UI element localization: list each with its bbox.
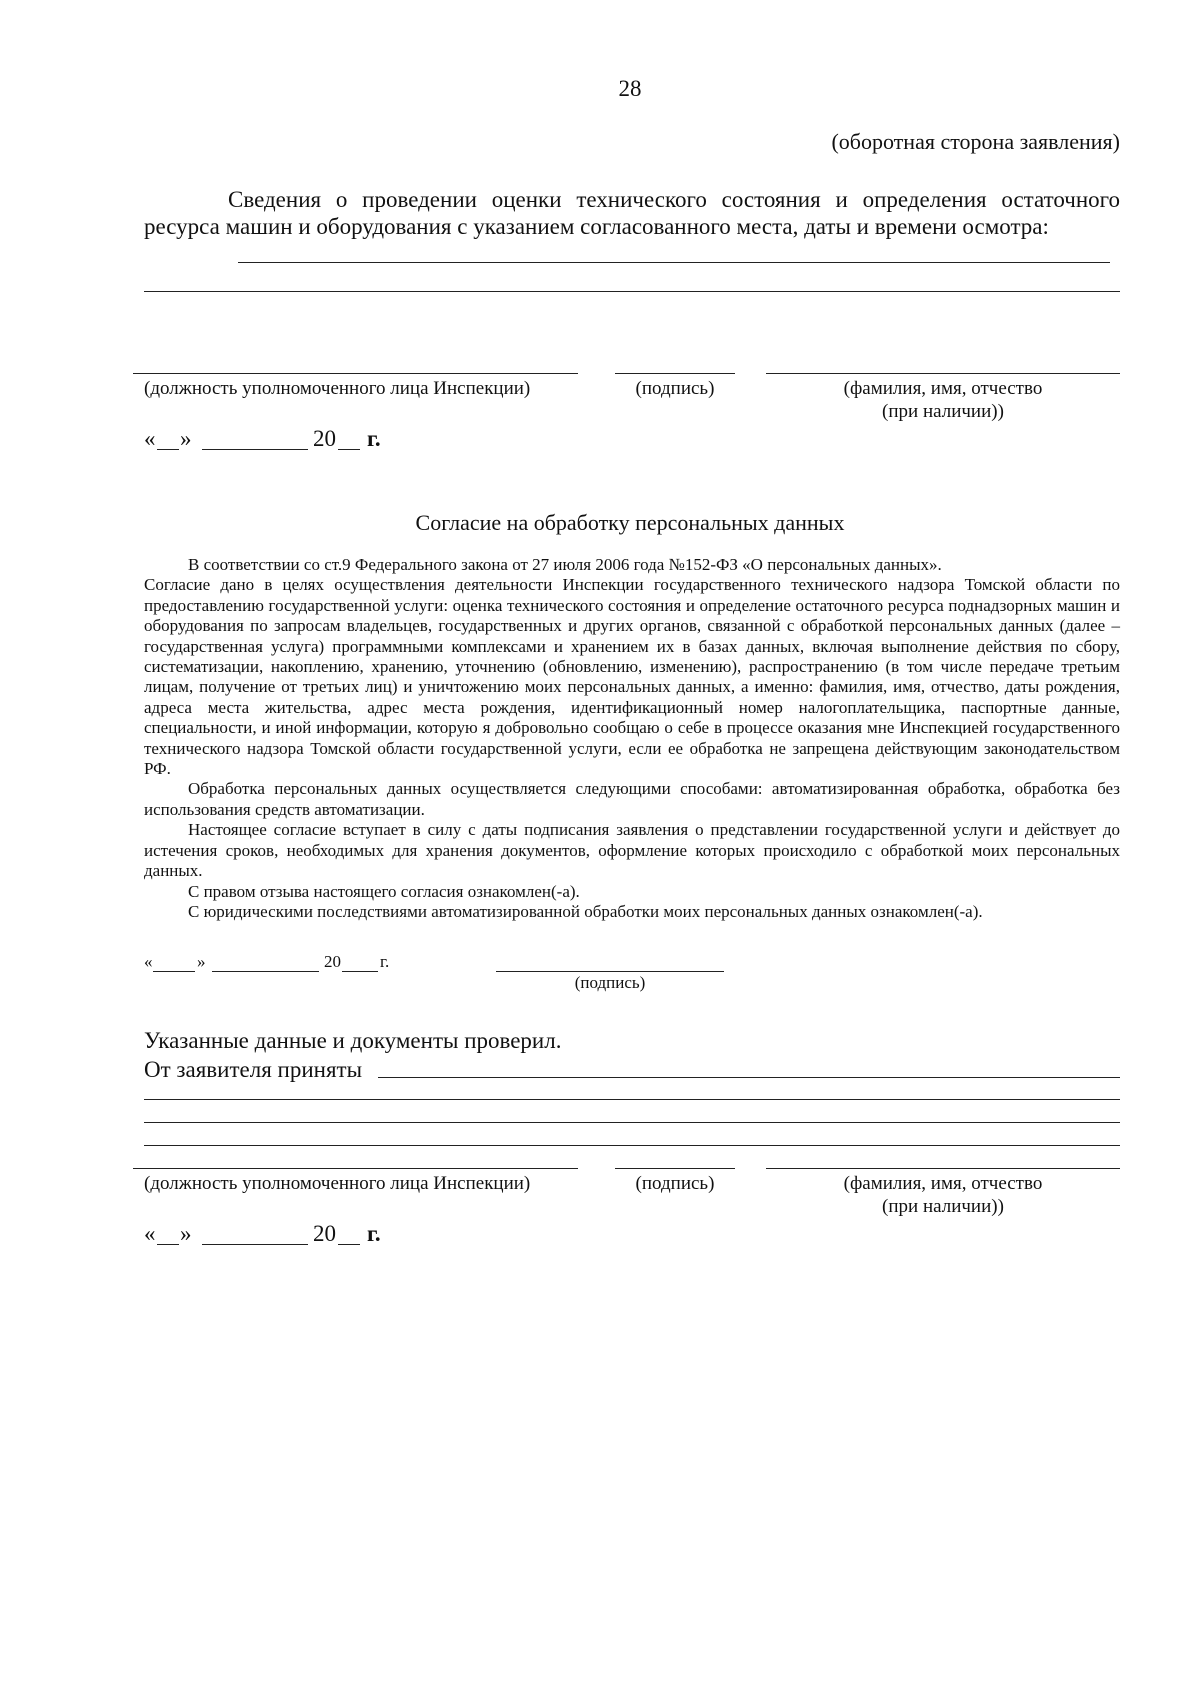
position-label-2: (должность уполномоченного лица Инспекции): [144, 1173, 531, 1194]
date-year-suffix-2: г.: [367, 1221, 381, 1246]
consent-date-day-line[interactable]: [153, 971, 195, 972]
consent-date-year-suffix: г.: [380, 952, 390, 971]
assessment-text: Сведения о проведении оценки технического состояния и определения остаточного ресурса машин и оборудования с указанием согласованного места, даты и времени осмотра:: [144, 187, 1120, 239]
assessment-fill-line-2[interactable]: [144, 291, 1120, 292]
consent-date-month-line[interactable]: [212, 971, 319, 972]
consent-paragraph: С правом отзыва настоящего согласия ознакомлен(-а).: [188, 881, 580, 901]
verification-accepted-text: От заявителя приняты: [144, 1057, 363, 1082]
page-number: 28: [618, 76, 642, 101]
date-open-quote-2: «: [144, 1221, 156, 1246]
consent-title: Согласие на обработку персональных данных: [415, 510, 845, 535]
signature-line-2[interactable]: [615, 1168, 735, 1169]
consent-paragraph: В соответствии со ст.9 Федерального закона от 27 июля 2006 года №152-ФЗ «О персональных данных».: [188, 555, 942, 574]
date-month-line[interactable]: [202, 449, 308, 450]
name-line[interactable]: [766, 373, 1120, 374]
date-month-line-2[interactable]: [202, 1244, 308, 1245]
date-year-suffix: г.: [367, 426, 381, 451]
consent-text: [144, 555, 1120, 922]
date-open-quote: «: [144, 426, 156, 451]
name-label: (фамилия, имя, отчество (при наличии)): [843, 378, 1043, 422]
name-label-2: (фамилия, имя, отчество (при наличии)): [843, 1173, 1043, 1217]
signature-label-2: (подпись): [635, 1173, 715, 1194]
consent-date-open-quote: «: [144, 952, 153, 971]
verification-block: [144, 1026, 561, 1084]
accepted-fill-line-3[interactable]: [144, 1122, 1120, 1123]
date-year-line-2[interactable]: [338, 1244, 360, 1245]
consent-paragraph: Согласие дано в целях осуществления деятельности Инспекции государственного технического надзора Томской области по предоставлению государственной услуги: оценка технического состояния и определение остаточного ресурса поднадзорных машин и оборудования по запросам владельцев, государственных и других органов, связанной с обработкой персональных данных (далее – государственная услуга) программными комплексами и хранением их в базах данных, включая выполнение действия по сбору, систематизации, накоплению, хранению, уточнению (обновлению, изменению), распространению (в том числе передаче третьим лицам, получение от третьих лиц) и уничтожению моих персональных данных, а именно: фамилия, имя, отчество, даты рождения, адреса места жительства, адрес места рождения, идентификационный номер налогоплательщика, паспортные данные, специальности, и иной информации, которую я добровольно сообщаю о себе в процессе оказания мне Инспекцией государственного технического надзора Томской области государственной услуги, если ее обработка не запрещена действующим законодательством РФ.: [144, 575, 1120, 779]
date-day-line[interactable]: [157, 449, 179, 450]
consent-paragraph: Обработка персональных данных осуществляется следующими способами: автоматизированная обработка, обработка без использования средств автоматизации.: [144, 779, 1120, 819]
position-line[interactable]: [133, 373, 578, 374]
date-century: 20: [313, 426, 336, 451]
assessment-fill-line-1[interactable]: [238, 262, 1110, 263]
consent-signature-line[interactable]: [496, 971, 724, 972]
consent-date-century: 20: [324, 952, 341, 971]
date-year-line[interactable]: [338, 449, 360, 450]
verification-checked-text: Указанные данные и документы проверил.: [144, 1028, 562, 1053]
accepted-fill-line-4[interactable]: [144, 1145, 1120, 1146]
accepted-fill-line-1[interactable]: [378, 1077, 1120, 1078]
signature-label: (подпись): [635, 378, 715, 399]
consent-paragraph: С юридическими последствиями автоматизированной обработки моих персональных данных ознакомлен(-а).: [188, 901, 983, 921]
date-century-2: 20: [313, 1221, 336, 1246]
position-label: (должность уполномоченного лица Инспекции): [144, 378, 531, 399]
date-close-quote: »: [180, 426, 192, 451]
consent-date-close-quote: »: [197, 952, 206, 971]
signature-line[interactable]: [615, 373, 735, 374]
back-side-label: (оборотная сторона заявления): [831, 129, 1120, 154]
consent-signature-label: (подпись): [574, 973, 646, 992]
consent-date-year-line[interactable]: [342, 971, 378, 972]
accepted-fill-line-2[interactable]: [144, 1099, 1120, 1100]
position-line-2[interactable]: [133, 1168, 578, 1169]
name-line-2[interactable]: [766, 1168, 1120, 1169]
date-close-quote-2: »: [180, 1221, 192, 1246]
date-day-line-2[interactable]: [157, 1244, 179, 1245]
consent-paragraph: Настоящее согласие вступает в силу с даты подписания заявления о представлении государственной услуги и действует до истечения сроков, необходимых для хранения документов, оформление которых происходило с обработкой моих персональных данных.: [144, 820, 1120, 881]
